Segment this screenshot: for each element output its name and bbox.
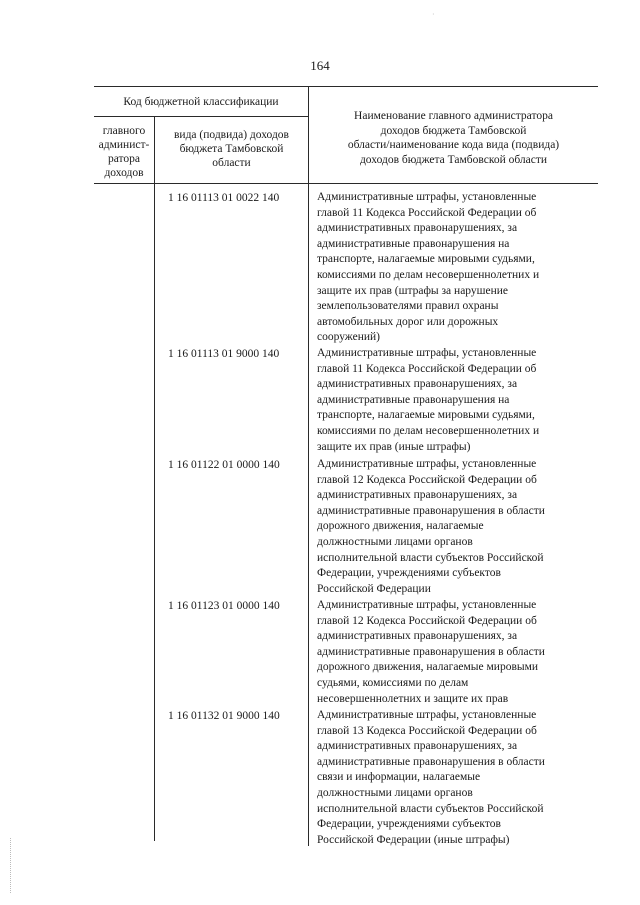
header-col-income-type: вида (подвида) доходов бюджета Тамбовской области — [174, 129, 289, 169]
table-top-rule — [94, 86, 598, 87]
table-row-description: Административные штрафы, установленные главой 11 Кодекса Российской Федерации об административных правонарушениях, за административные правонарушения на транспорте, налагаемые мировыми судьями, комиссиями по делам несовершеннолетних и защите их прав (иные штрафы) — [317, 347, 540, 453]
column-divider-1 — [154, 116, 155, 841]
table-row-code: 1 16 01113 01 0022 140 — [168, 192, 280, 204]
table-row-code: 1 16 01113 01 9000 140 — [168, 348, 280, 360]
column-divider-2 — [308, 86, 309, 846]
table-row-code: 1 16 01122 01 0000 140 — [168, 459, 280, 471]
table-row-code: 1 16 01123 01 0000 140 — [168, 600, 280, 612]
page-number: 164 — [310, 58, 330, 73]
table-row-description: Административные штрафы, установленные главой 11 Кодекса Российской Федерации об административных правонарушениях, за административные правонарушения на транспорте, налагаемые мировыми судьями, комиссиями по делам несовершеннолетних и защите их прав (штрафы за нарушение землепользователями правил охраны автомобильных дорог или дорожных сооружений) — [317, 191, 540, 344]
binding-marks — [10, 838, 12, 893]
header-col-name: Наименование главного администратора доходов бюджета Тамбовской области/наименование кода вида (подвида) доходов бюджета Тамбовской области — [347, 110, 560, 166]
corner-mark: · — [432, 10, 435, 19]
header-group-title: Код бюджетной классификации — [123, 96, 279, 108]
header-col-administrator: главного админист- ратора доходов — [98, 125, 150, 179]
table-row-description: Административные штрафы, установленные главой 13 Кодекса Российской Федерации об административных правонарушениях, за административные правонарушения в области связи и информации, налагаемые должностными лицами органов исполнительной власти субъектов Российской Федерации, учреждениями субъектов Российской Федерации (иные штрафы) — [317, 709, 545, 846]
header-bottom-rule — [94, 183, 598, 184]
table-row-description: Административные штрафы, установленные главой 12 Кодекса Российской Федерации об административных правонарушениях, за административные правонарушения в области дорожного движения, налагаемые должностными лицами органов исполнительной власти субъектов Российской Федерации, учреждениями субъектов Российской Федерации — [317, 458, 545, 595]
table-row-description: Административные штрафы, установленные главой 12 Кодекса Российской Федерации об административных правонарушениях, за административные правонарушения в области дорожного движения, налагаемые мировыми судьями, комиссиями по делам несовершеннолетних и защите их прав — [317, 599, 545, 705]
table-row-code: 1 16 01132 01 9000 140 — [168, 710, 280, 722]
header-group-rule — [94, 116, 308, 117]
